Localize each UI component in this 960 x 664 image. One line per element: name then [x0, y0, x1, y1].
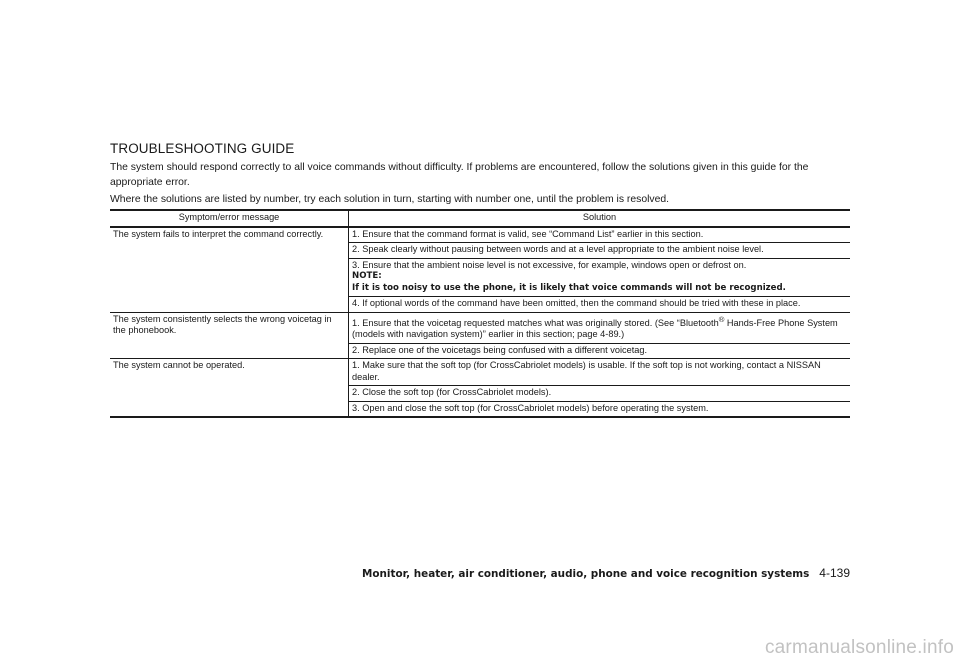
registered-mark: ®: [718, 314, 725, 324]
table-header-row: [110, 210, 850, 227]
table-row: [110, 227, 850, 243]
solution-column-header: Solution: [349, 210, 851, 227]
solution-cell: 1. Make sure that the soft top (for CrossCabriolet models) is usable. If the soft top is not working, contact a NISSAN dealer.: [349, 359, 851, 386]
troubleshooting-table: [110, 209, 850, 418]
table-row: [110, 359, 850, 386]
solution-text: 1. Ensure that the voicetag requested matches what was originally stored. (See “Bluetooth: [352, 317, 719, 328]
symptom-cell: The system fails to interpret the command correctly.: [110, 227, 349, 313]
solution-cell: 1. Ensure that the command format is valid, see “Command List” earlier in this section.: [352, 228, 704, 239]
table-row: [110, 312, 850, 343]
solution-cell: 3. Open and close the soft top (for CrossCabriolet models) before operating the system.: [349, 401, 851, 417]
page-number: 4-139: [819, 566, 850, 580]
instruction-paragraph: Where the solutions are listed by number, try each solution in turn, starting with number one, until the problem is resolved.: [110, 194, 670, 205]
symptom-column-header: Symptom/error message: [110, 210, 349, 227]
solution-cell: 4. If optional words of the command have been omitted, then the command should be tried with these in place.: [349, 297, 851, 313]
watermark: carmanualsonline.info: [764, 637, 954, 658]
note-label: NOTE:: [352, 271, 382, 281]
solution-cell: 2. Replace one of the voicetags being confused with a different voicetag.: [349, 343, 851, 359]
symptom-cell: The system cannot be operated.: [110, 359, 349, 418]
page-footer: [362, 566, 850, 580]
solution-text: Hands-Free Phone System (models with navigation system)” earlier in this section; page 4-89.): [352, 317, 838, 340]
solution-cell: 2. Speak clearly without pausing between words and at a level appropriate to the ambient noise level.: [349, 243, 851, 259]
solution-cell: [349, 258, 851, 297]
note-text: If it is too noisy to use the phone, it is likely that voice commands will not be recognized.: [352, 282, 786, 293]
solution-cell: [349, 312, 851, 343]
page-title: TROUBLESHOOTING GUIDE: [110, 141, 295, 156]
footer-section-title: Monitor, heater, air conditioner, audio, phone and voice recognition systems: [362, 568, 810, 580]
symptom-cell: The system consistently selects the wrong voicetag in the phonebook.: [110, 312, 349, 359]
intro-paragraph: The system should respond correctly to all voice commands without difficulty. If problems are encountered, follow the solutions given in this guide for the appropriate error.: [110, 162, 809, 188]
solution-text: 3. Ensure that the ambient noise level is not excessive, for example, windows open or defrost on.: [352, 259, 747, 270]
solution-cell: 2. Close the soft top (for CrossCabriolet models).: [349, 386, 851, 402]
